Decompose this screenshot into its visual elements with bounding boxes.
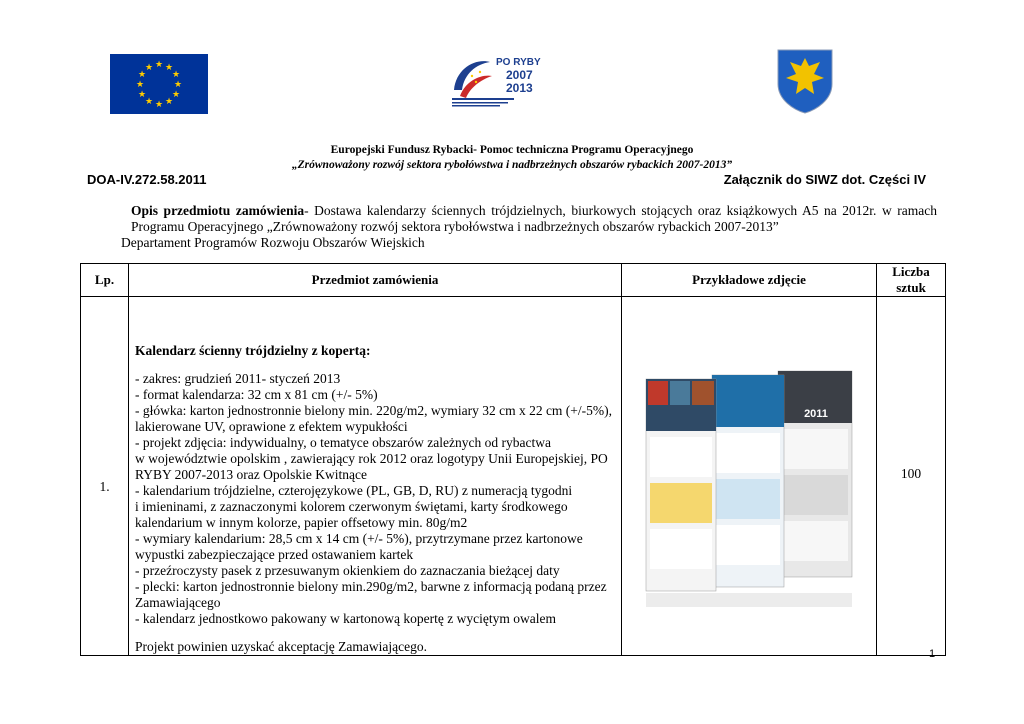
item-footer-note: Projekt powinien uzyskać akceptację Zamawiającego. [135, 639, 427, 654]
spec-line: RYBY 2007-2013 oraz Opolskie Kwitnące [135, 467, 367, 482]
description-text: - Dostawa kalendarzy ściennych trójdzielnych, biurkowych stojących oraz książkowych A5 na 2012r. w ramach Programu Operacyjnego „Zrównoważony rozwój sektora rybołówstwa i nadbrzeżnych obszarów rybackich 2007-2013” [131, 203, 937, 234]
calendar-photo-image [622, 305, 876, 643]
po-ryby-logo [446, 50, 568, 110]
spec-line: w województwie opolskim , zawierający rok 2012 oraz logotypy Unii Europejskiej, PO [135, 451, 608, 466]
header-photo: Przykładowe zdjęcie [622, 264, 877, 297]
svg-text:★: ★ [171, 70, 181, 80]
spec-line: kalendarium w innym kolorze, papier offsetowy min. 80g/m2 [135, 515, 468, 530]
spec-line: - zakres: grudzień 2011- styczeń 2013 [135, 371, 341, 386]
spec-line: Zamawiającego [135, 595, 221, 610]
order-table [80, 263, 946, 656]
spec-line: - główka: karton jednostronnie bielony min. 220g/m2, wymiary 32 cm x 22 cm (+/-5%), [135, 403, 613, 418]
spec-line: - wymiary kalendarium: 28,5 cm x 14 cm (+/- 5%), przytrzymane przez kartonowe [135, 531, 583, 546]
row-quantity: 100 [877, 297, 946, 656]
logo-year-2: 2013 [506, 81, 533, 95]
logo-year-1: 2007 [506, 68, 533, 82]
svg-text:★: ★ [135, 80, 145, 90]
svg-text:★: ★ [171, 90, 181, 100]
eu-flag-logo [110, 54, 208, 114]
logo-brand-text: PO RYBY [496, 57, 541, 68]
svg-text:★: ★ [154, 60, 164, 70]
spec-line: wypustki zabezpieczające przed ostawaniem kartek [135, 547, 414, 562]
photo-year-label: 2011 [804, 408, 828, 420]
row-item-description [129, 297, 622, 656]
header-quantity-line-2: sztuk [896, 280, 926, 295]
table-row [81, 297, 946, 656]
header-quantity-line-1: Liczba [892, 264, 930, 279]
calendar-middle [712, 375, 784, 587]
calendar-left [646, 379, 716, 591]
department-name: Departament Programów Rozwoju Obszarów Wiejskich [121, 235, 425, 250]
header-quantity [877, 264, 946, 297]
spec-line: - projekt zdjęcia: indywidualny, o tematyce obszarów zależnych od rybactwa [135, 435, 551, 450]
row-example-photo [622, 297, 877, 656]
spec-line: - kalendarz jednostkowo pakowany w kartonową kopertę z wyciętym owalem [135, 611, 556, 626]
svg-text:★: ★ [154, 100, 164, 110]
svg-text:★: ★ [137, 70, 147, 80]
annex-label: Załącznik do SIWZ dot. Części IV [723, 172, 926, 187]
svg-text:★: ★ [144, 97, 154, 107]
document-id: DOA-IV.272.58.2011 [87, 172, 207, 187]
header-item: Przedmiot zamówienia [129, 264, 622, 297]
svg-text:★: ★ [164, 97, 174, 107]
svg-text:★: ★ [137, 90, 147, 100]
table-header-row [81, 264, 946, 297]
spec-line: - kalendarium trójdzielne, czterojęzykowe (PL, GB, D, RU) z numeracją tygodni [135, 483, 573, 498]
svg-text:★: ★ [144, 63, 154, 73]
opolskie-crest-logo [776, 48, 834, 114]
spec-line: i imieninami, z zaznaczonymi kolorem czerwonym świętami, karty środkowego [135, 499, 568, 514]
spec-line: - przeźroczysty pasek z przesuwanym okienkiem do zaznaczania bieżącej daty [135, 563, 560, 578]
svg-text:★: ★ [164, 63, 174, 73]
order-description [131, 203, 937, 235]
item-spec-list [135, 371, 615, 627]
header-lp: Lp. [81, 264, 129, 297]
spec-line: - format kalendarza: 32 cm x 81 cm (+/- 5%) [135, 387, 378, 402]
header-line-2: „Zrównoważony rozwój sektora rybołówstwa i nadbrzeżnych obszarów rybackich 2007-2013” [291, 159, 733, 171]
row-lp: 1. [81, 297, 129, 656]
page-number: 1 [929, 648, 936, 660]
calendar-right [778, 371, 852, 577]
item-title: Kalendarz ścienny trójdzielny z kopertą: [135, 343, 371, 358]
spec-line: lakierowane UV, oprawione z efektem wypukłości [135, 419, 408, 434]
header-line-1: Europejski Fundusz Rybacki- Pomoc techniczna Programu Operacyjnego [330, 144, 694, 156]
svg-text:★: ★ [173, 80, 183, 90]
spec-line: - plecki: karton jednostronnie bielony min.290g/m2, barwne z informacją podaną przez [135, 579, 607, 594]
description-lead: Opis przedmiotu zamówienia [131, 203, 305, 218]
